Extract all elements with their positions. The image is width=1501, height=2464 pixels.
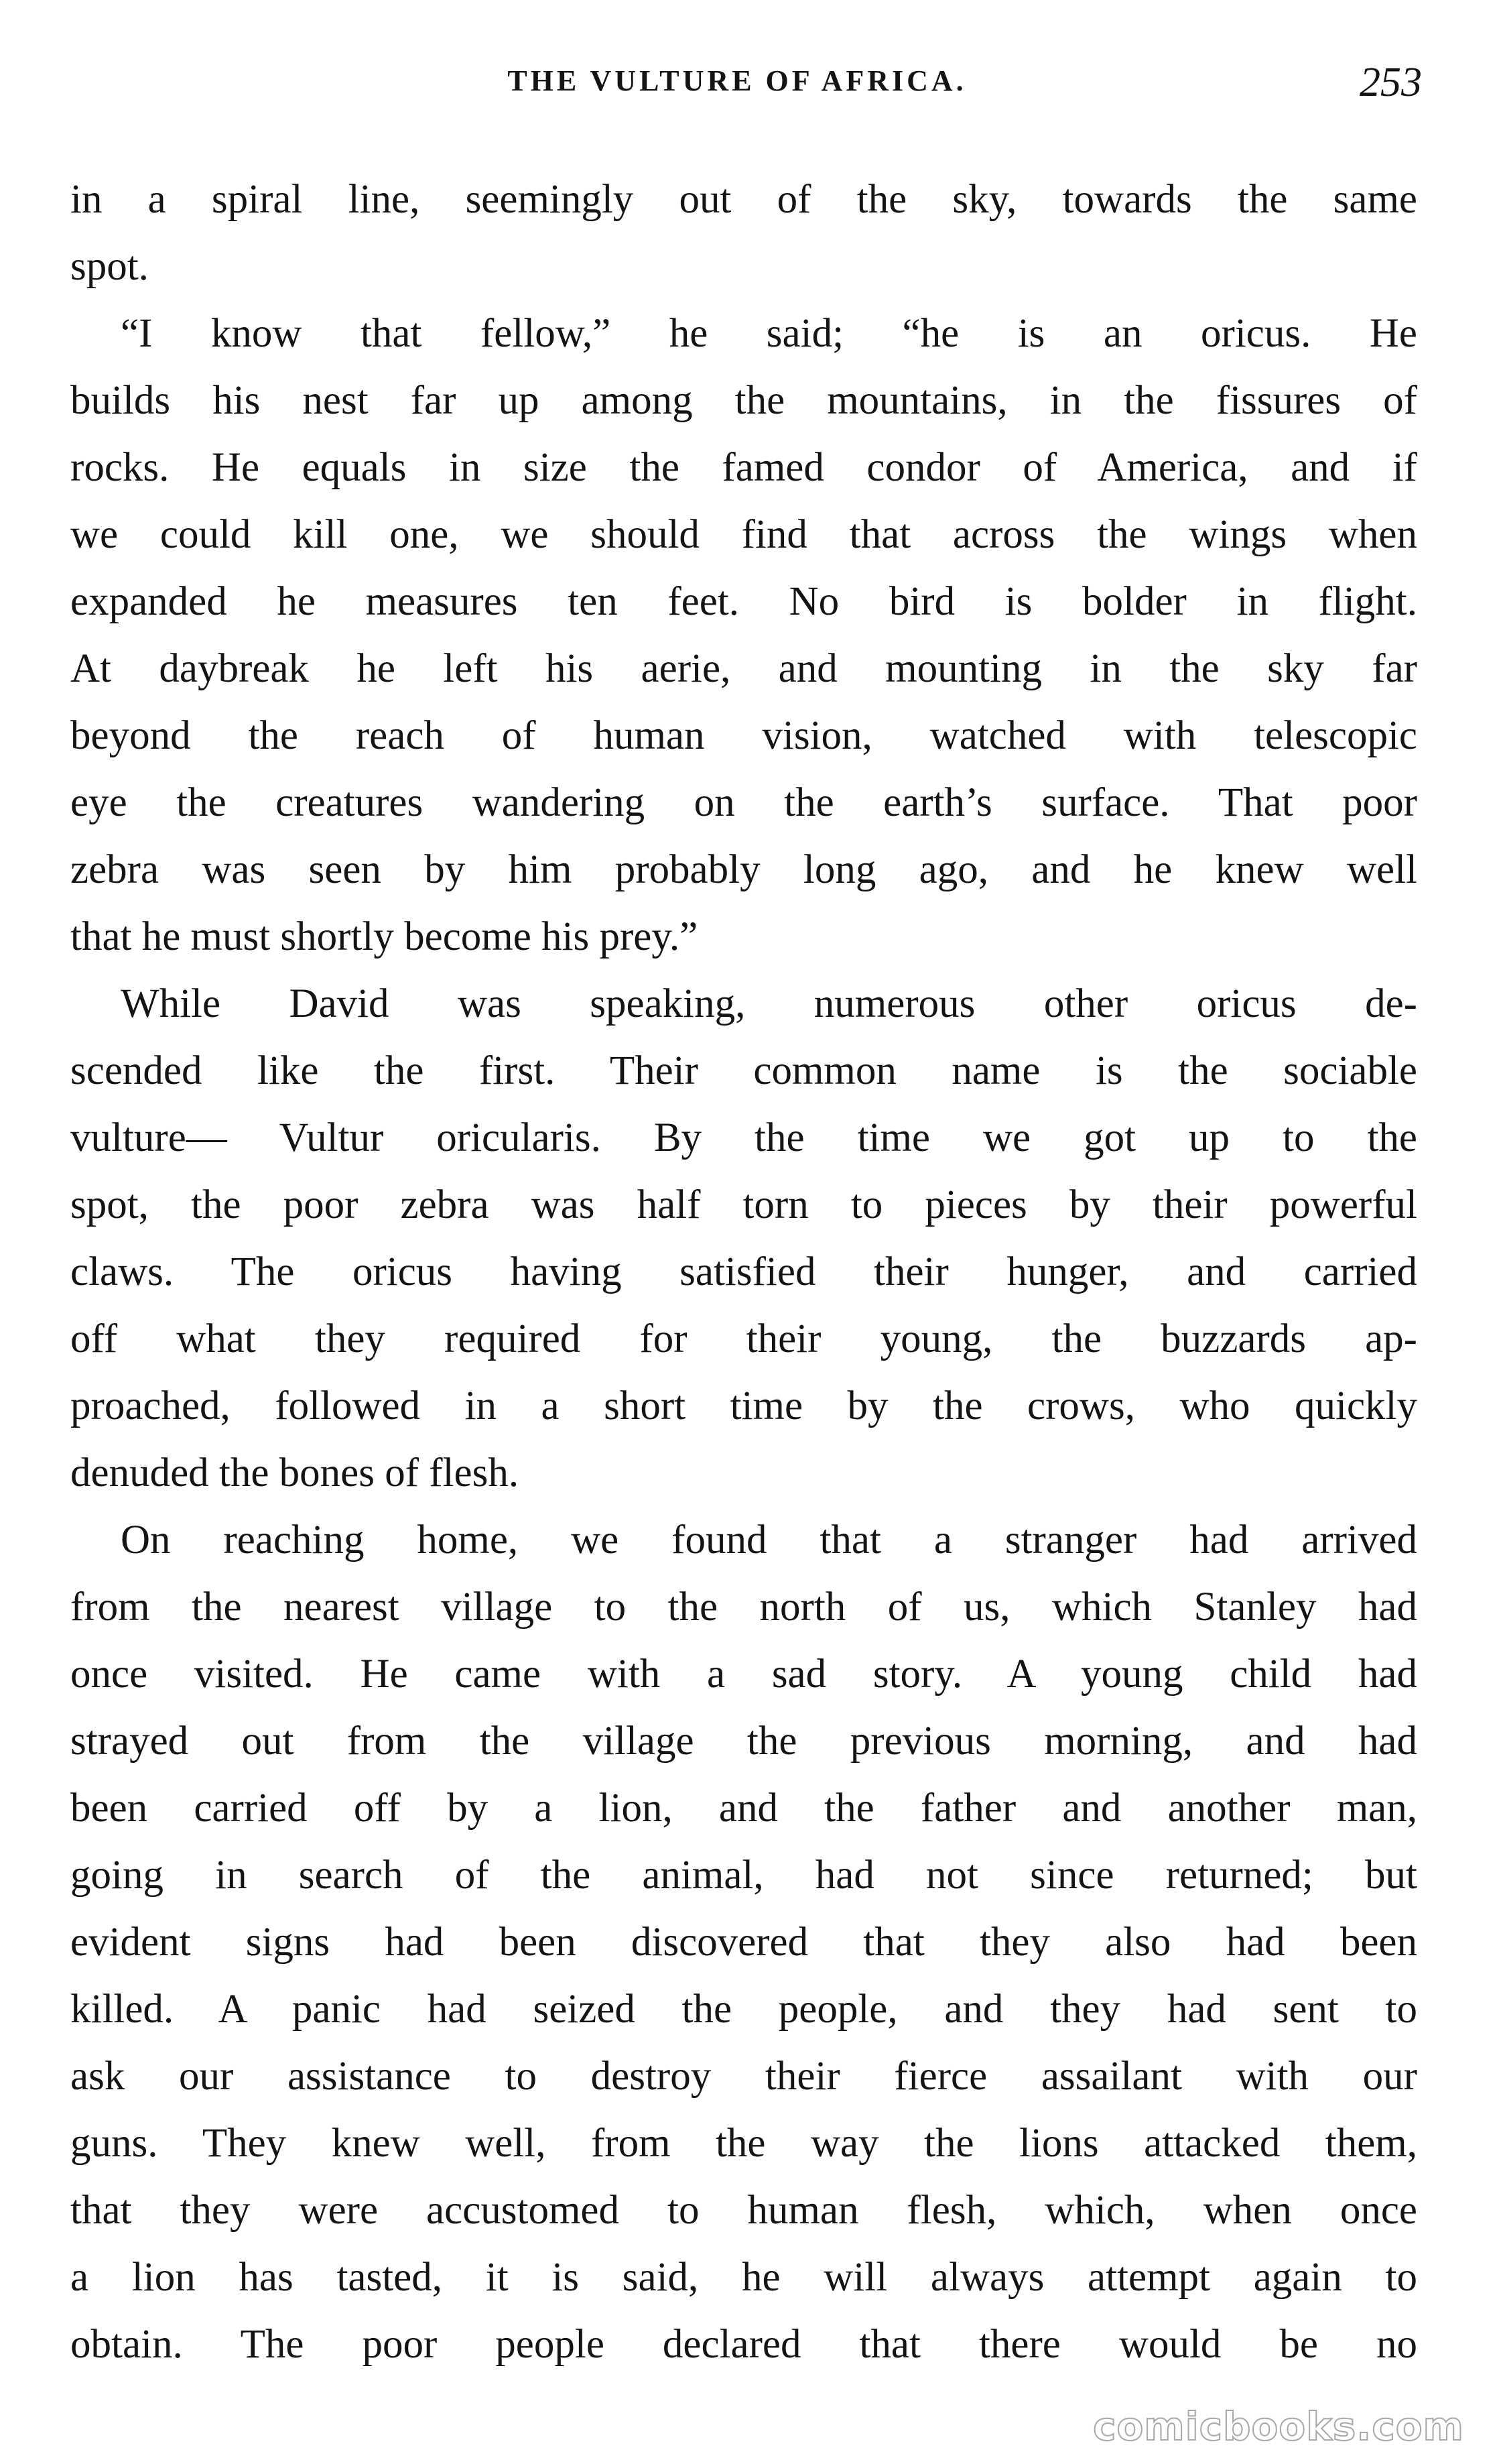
text-line: beyond the reach of human vision, watched with telescopic xyxy=(70,713,1417,758)
body-text xyxy=(70,166,1417,2378)
text-line: obtain. The poor people declared that there would be no xyxy=(70,2322,1417,2367)
page-number: 253 xyxy=(1360,60,1422,105)
text-line: zebra was seen by him probably long ago, and he knew well xyxy=(70,847,1417,892)
text-line: At daybreak he left his aerie, and mounting in the sky far xyxy=(70,646,1417,691)
text-line: been carried off by a lion, and the father and another man, xyxy=(70,1786,1417,1831)
text-line: eye the creatures wandering on the earth’s surface. That poor xyxy=(70,780,1417,825)
text-line: a lion has tasted, it is said, he will always attempt again to xyxy=(70,2255,1417,2300)
text-line: rocks. He equals in size the famed condor of America, and if xyxy=(70,445,1417,490)
text-line: evident signs had been discovered that they also had been xyxy=(70,1920,1417,1965)
text-line: in a spiral line, seemingly out of the sky, towards the same xyxy=(70,177,1417,222)
text-line: denuded the bones of flesh. xyxy=(70,1451,519,1495)
text-line: going in search of the animal, had not since returned; but xyxy=(70,1853,1417,1898)
text-line: that they were accustomed to human flesh, which, when once xyxy=(70,2188,1417,2233)
text-line: expanded he measures ten feet. No bird is bolder in flight. xyxy=(70,579,1417,624)
text-line: spot, the poor zebra was half torn to pieces by their powerful xyxy=(70,1182,1417,1227)
text-line: once visited. He came with a sad story. A young child had xyxy=(70,1652,1417,1697)
text-line: builds his nest far up among the mountains, in the fissures of xyxy=(70,378,1417,423)
text-line: that he must shortly become his prey.” xyxy=(70,914,698,959)
text-line: we could kill one, we should find that across the wings when xyxy=(70,512,1417,557)
watermark: comicbooks.com xyxy=(1093,2404,1464,2449)
text-line: proached, followed in a short time by the crows, who quickly xyxy=(70,1383,1417,1428)
text-line: “I know that fellow,” he said; “he is an oricus. He xyxy=(121,311,1417,356)
text-line: guns. They knew well, from the way the lions attacked them, xyxy=(70,2121,1417,2166)
text-line: claws. The oricus having satisfied their hunger, and carried xyxy=(70,1249,1417,1294)
text-line: ask our assistance to destroy their fierce assailant with our xyxy=(70,2054,1417,2099)
text-line: from the nearest village to the north of us, which Stanley had xyxy=(70,1585,1417,1629)
text-line: scended like the first. Their common name is the sociable xyxy=(70,1048,1417,1093)
running-head: THE VULTURE OF AFRICA. xyxy=(507,64,967,97)
text-line: strayed out from the village the previous morning, and had xyxy=(70,1719,1417,1764)
text-line: spot. xyxy=(70,244,149,289)
text-line: On reaching home, we found that a stranger had arrived xyxy=(121,1518,1417,1562)
text-line: While David was speaking, numerous other oricus de- xyxy=(121,981,1417,1026)
text-line: vulture— Vultur oricularis. By the time we got up to the xyxy=(70,1115,1417,1160)
text-line: off what they required for their young, the buzzards ap- xyxy=(70,1316,1417,1361)
text-line: killed. A panic had seized the people, and they had sent to xyxy=(70,1987,1417,2032)
